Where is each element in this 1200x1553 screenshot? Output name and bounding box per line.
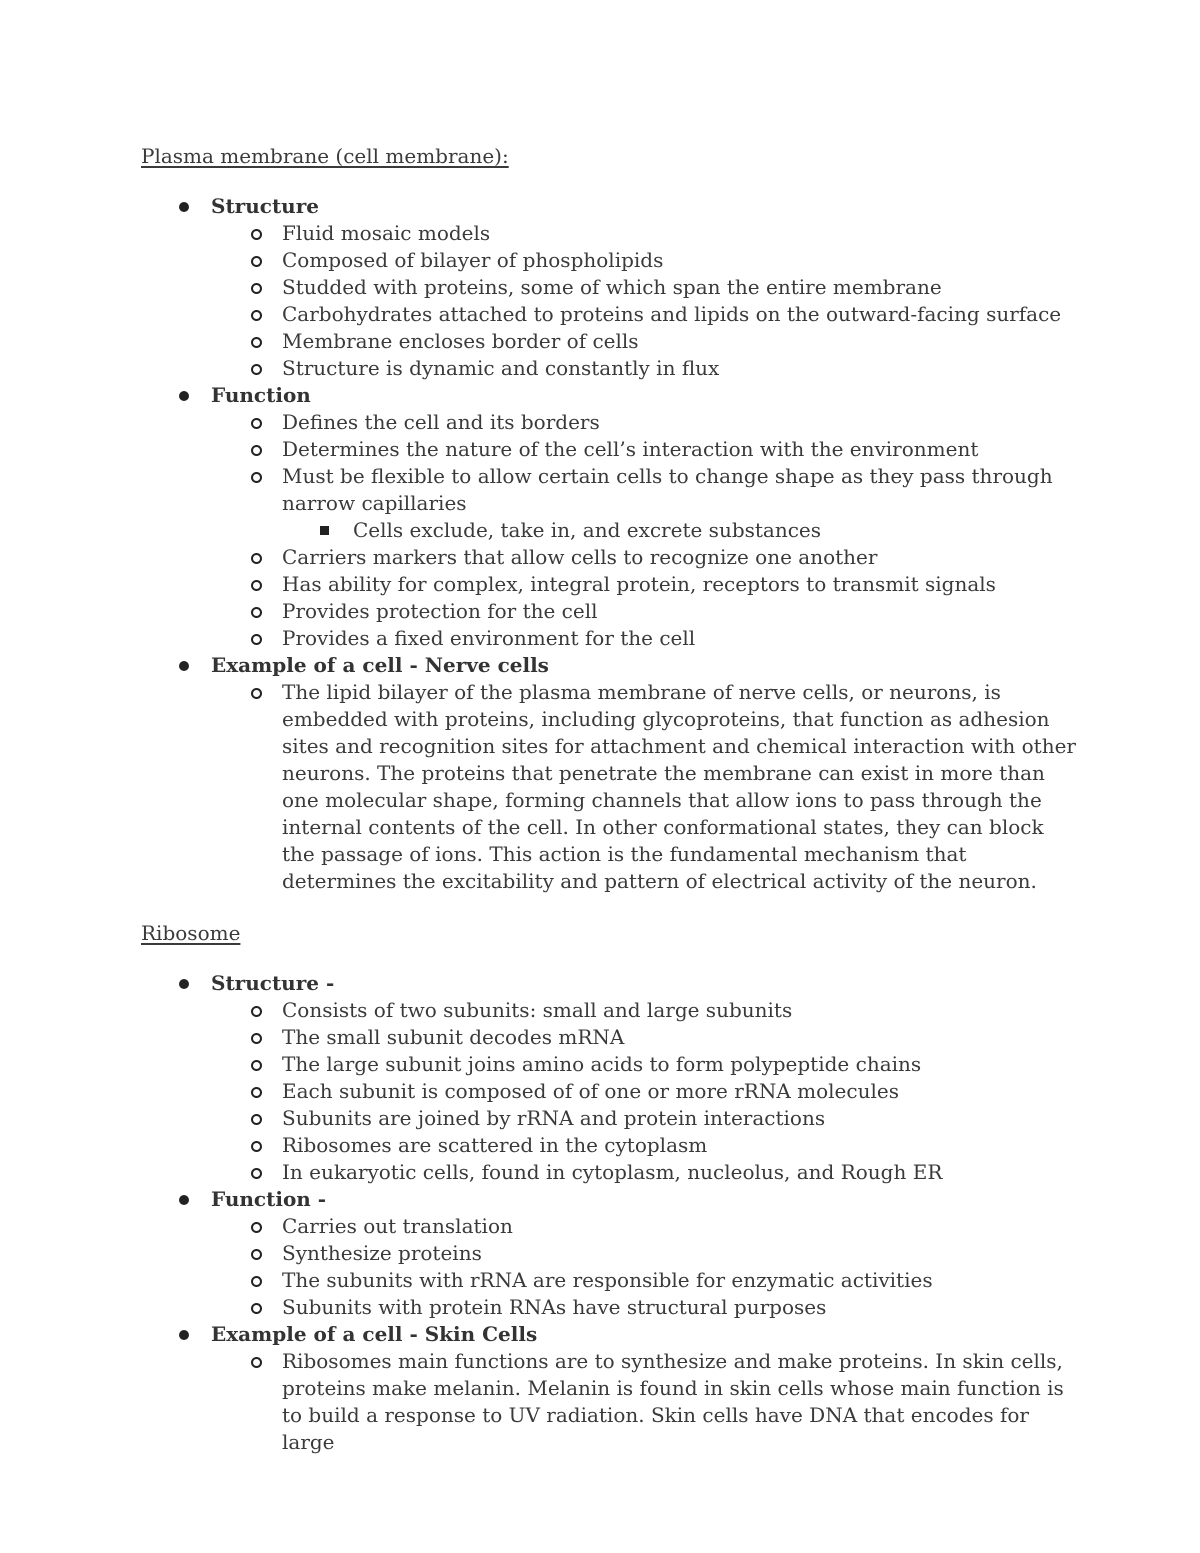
filled-bullet-icon: [179, 1330, 189, 1340]
list-item: Carriers markers that allow cells to recognize one another: [211, 544, 1076, 571]
hollow-bullet-icon: [251, 1222, 262, 1233]
list-item: Must be flexible to allow certain cells to change shape as they pass through narrow capillaries Cells exclude, take in, and excrete substances: [211, 463, 1076, 544]
group-label: Function -: [211, 1187, 327, 1211]
filled-bullet-icon: [179, 661, 189, 671]
list-item: Cells exclude, take in, and excrete substances: [211, 517, 1076, 544]
list-item: Defines the cell and its borders: [211, 409, 1076, 436]
group-label: Example of a cell - Nerve cells: [211, 653, 549, 677]
list-item: The lipid bilayer of the plasma membrane of nerve cells, or neurons, is embedded with proteins, including glycoproteins, that function as adhesion sites and recognition sites for attachment and chemical interaction with other neurons. The proteins that penetrate the membrane can exist in more than one molecular shape, forming channels that allow ions to pass through the internal contents of the cell. In other conformational states, they can block the passage of ions. This action is the fundamental mechanism that determines the excitability and pattern of electrical activity of the neuron.: [211, 679, 1076, 895]
list-item: [176, 193, 1076, 382]
list-item: Subunits are joined by rRNA and protein interactions: [211, 1105, 1076, 1132]
list-item: Each subunit is composed of of one or more rRNA molecules: [211, 1078, 1076, 1105]
list-item: [176, 1321, 1076, 1456]
hollow-bullet-icon: [251, 634, 262, 645]
hollow-bullet-icon: [251, 1276, 262, 1287]
hollow-bullet-icon: [251, 310, 262, 321]
list-item: [176, 970, 1076, 1186]
hollow-bullet-icon: [251, 553, 262, 564]
list-item: [176, 1186, 1076, 1321]
list-item: Membrane encloses border of cells: [211, 328, 1076, 355]
hollow-bullet-icon: [251, 580, 262, 591]
list-item: Synthesize proteins: [211, 1240, 1076, 1267]
hollow-bullet-icon: [251, 283, 262, 294]
hollow-bullet-icon: [251, 445, 262, 456]
hollow-bullet-icon: [251, 1006, 262, 1017]
list-item: [176, 652, 1076, 895]
list-item: Ribosomes main functions are to synthesize and make proteins. In skin cells, proteins make melanin. Melanin is found in skin cells whose main function is to build a response to UV radiation. Skin cells have DNA that encodes for large: [211, 1348, 1076, 1456]
section-heading: Plasma membrane (cell membrane):: [141, 144, 509, 168]
bullet-list: [176, 193, 1076, 895]
filled-bullet-icon: [179, 1195, 189, 1205]
list-item: The subunits with rRNA are responsible for enzymatic activities: [211, 1267, 1076, 1294]
list-item: The small subunit decodes mRNA: [211, 1024, 1076, 1051]
list-item: Structure is dynamic and constantly in flux: [211, 355, 1076, 382]
list-item: Fluid mosaic models: [211, 220, 1076, 247]
hollow-bullet-icon: [251, 418, 262, 429]
list-item: [176, 382, 1076, 652]
hollow-bullet-icon: [251, 1303, 262, 1314]
hollow-bullet-icon: [251, 1141, 262, 1152]
hollow-bullet-icon: [251, 1033, 262, 1044]
group-label: Structure -: [211, 971, 335, 995]
section-heading: Ribosome: [141, 921, 241, 945]
list-item: The large subunit joins amino acids to form polypeptide chains: [211, 1051, 1076, 1078]
group-label: Function: [211, 383, 311, 407]
list-item: Provides a fixed environment for the cell: [211, 625, 1076, 652]
hollow-bullet-icon: [251, 607, 262, 618]
list-item: Composed of bilayer of phospholipids: [211, 247, 1076, 274]
hollow-bullet-icon: [251, 364, 262, 375]
list-item: Studded with proteins, some of which span the entire membrane: [211, 274, 1076, 301]
filled-bullet-icon: [179, 979, 189, 989]
hollow-bullet-icon: [251, 229, 262, 240]
list-item: In eukaryotic cells, found in cytoplasm, nucleolus, and Rough ER: [211, 1159, 1076, 1186]
list-item: Carbohydrates attached to proteins and lipids on the outward-facing surface: [211, 301, 1076, 328]
hollow-bullet-icon: [251, 1357, 262, 1368]
list-item: Subunits with protein RNAs have structural purposes: [211, 1294, 1076, 1321]
group-label: Structure: [211, 194, 319, 218]
hollow-bullet-icon: [251, 1087, 262, 1098]
list-item: Provides protection for the cell: [211, 598, 1076, 625]
list-item: Consists of two subunits: small and large subunits: [211, 997, 1076, 1024]
list-item: Ribosomes are scattered in the cytoplasm: [211, 1132, 1076, 1159]
hollow-bullet-icon: [251, 688, 262, 699]
list-item: Carries out translation: [211, 1213, 1076, 1240]
hollow-bullet-icon: [251, 472, 262, 483]
hollow-bullet-icon: [251, 337, 262, 348]
hollow-bullet-icon: [251, 256, 262, 267]
filled-bullet-icon: [179, 202, 189, 212]
list-item: Has ability for complex, integral protein, receptors to transmit signals: [211, 571, 1076, 598]
group-label: Example of a cell - Skin Cells: [211, 1322, 538, 1346]
square-bullet-icon: [320, 526, 329, 535]
hollow-bullet-icon: [251, 1114, 262, 1125]
filled-bullet-icon: [179, 391, 189, 401]
hollow-bullet-icon: [251, 1249, 262, 1260]
bullet-list: [176, 970, 1076, 1456]
list-item: Determines the nature of the cell’s interaction with the environment: [211, 436, 1076, 463]
hollow-bullet-icon: [251, 1168, 262, 1179]
hollow-bullet-icon: [251, 1060, 262, 1071]
